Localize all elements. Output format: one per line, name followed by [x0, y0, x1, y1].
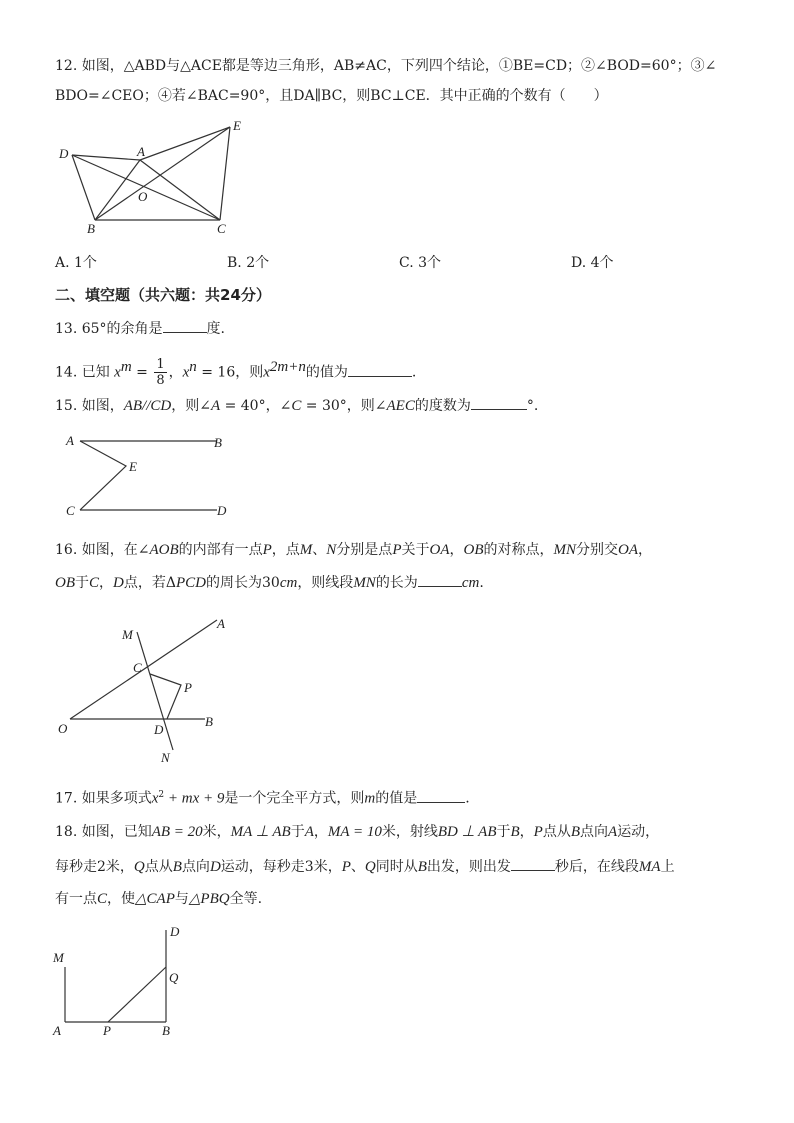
q18-l2a: 每秒走2米， — [55, 859, 134, 875]
q16-oa2: OA — [617, 542, 638, 558]
q17-suffix: 的值是 — [375, 790, 418, 807]
q15-c: C — [291, 398, 302, 414]
q16-mn2: MN — [353, 575, 376, 591]
label-d: D — [59, 146, 69, 161]
q16-p2: P — [392, 542, 402, 558]
q18-q: Q — [133, 859, 145, 875]
q16-l2d: 的周长为 — [205, 575, 262, 591]
q18-b3: B — [172, 859, 182, 875]
q14-fraction — [154, 357, 166, 388]
q16-aob: AOB — [149, 542, 179, 558]
q16-l1d: 、 — [312, 542, 327, 558]
q18-line-1 — [55, 822, 659, 842]
q14-prefix: 14. 已知 — [55, 364, 110, 381]
q12-option-b[interactable]: B. 2个 — [227, 255, 270, 271]
q18-l2e: 、 — [350, 859, 365, 875]
q14-frac-den: 8 — [156, 373, 165, 389]
q15-aec: AEC — [386, 398, 415, 414]
q15-suffix: 的度数为 — [414, 398, 471, 414]
label-m: M — [122, 627, 133, 642]
q18-l1h: 点从 — [542, 824, 571, 840]
label-p: P — [103, 1023, 111, 1038]
label-a: A — [137, 144, 145, 159]
q16-d: D — [113, 575, 124, 591]
label-d: D — [154, 722, 164, 737]
q16-l1i: 分别交 — [575, 542, 618, 558]
q18-l1b: 米， — [202, 824, 231, 840]
segment-ba — [95, 160, 140, 220]
label-c: C — [66, 503, 75, 518]
q14-eq: = — [131, 364, 153, 381]
label-b: B — [87, 221, 95, 236]
q16-line-1 — [55, 540, 652, 560]
q17-m: m — [364, 790, 376, 807]
q16-p: P — [262, 542, 272, 558]
q15-prefix: 15. 如图， — [55, 398, 124, 414]
q15-end: °. — [526, 398, 539, 414]
label-d: D — [217, 503, 227, 518]
q14-exp-m: m — [120, 359, 132, 375]
q16-l2e: ，则线段 — [297, 575, 354, 591]
q16-n: N — [326, 542, 337, 558]
segment-db — [72, 155, 95, 220]
q17-prefix: 17. 如果多项式 — [55, 790, 152, 807]
q16-mn: MN — [553, 542, 576, 558]
label-a: A — [53, 1023, 61, 1038]
q18-maab: MA ⊥ AB — [230, 824, 291, 840]
q16-end: . — [479, 575, 484, 591]
label-b: B — [205, 714, 213, 729]
q14-end: . — [411, 364, 417, 381]
segment-pq — [108, 967, 166, 1022]
q16-l1b: 的内部有一点 — [178, 542, 263, 558]
label-c: C — [217, 221, 226, 236]
q18-l2b: 点从 — [144, 859, 173, 875]
q12-figure — [55, 115, 265, 240]
q14-exp-n: n — [189, 359, 197, 375]
q16-l2a: 于 — [75, 575, 89, 591]
q16-l1h: 的对称点， — [483, 542, 554, 558]
q18-l1f: 于 — [496, 824, 511, 840]
q18-l1a: 18. 如图，已知 — [55, 824, 152, 840]
q18-answer-blank[interactable] — [511, 856, 555, 871]
q16-cm2: cm — [461, 575, 480, 591]
ray-oa — [70, 620, 217, 719]
q16-answer-blank[interactable] — [418, 572, 462, 587]
q17-line — [55, 785, 470, 809]
q16-c: C — [89, 575, 100, 591]
q16-l2b: ， — [99, 575, 114, 591]
q18-ma10: MA = 10 — [327, 824, 382, 840]
q14-comma: ， — [168, 364, 183, 381]
q18-p: P — [533, 824, 543, 840]
q13-line — [55, 318, 225, 339]
segment-ae — [140, 127, 230, 160]
q18-line-2 — [55, 856, 675, 877]
q18-cap: △CAP — [135, 891, 175, 907]
q18-l1i: 点向 — [580, 824, 609, 840]
q16-cm: cm — [279, 575, 298, 591]
segment-ec — [220, 127, 230, 220]
q15-mid2: = 40°，∠ — [220, 398, 292, 414]
q16-l2c: 点，若Δ — [123, 575, 176, 591]
q16-l2f: 的长为 — [375, 575, 418, 591]
q18-l1j: 运动， — [617, 824, 660, 840]
q17-end: . — [465, 790, 470, 807]
label-b: B — [214, 435, 222, 450]
q16-figure — [55, 612, 245, 767]
q18-l2h: 秒后，在线段 — [554, 859, 639, 875]
label-n: N — [161, 750, 170, 765]
q17-answer-blank[interactable] — [417, 788, 465, 803]
q14-val16: = 16 — [196, 364, 236, 381]
q18-l3d: 全等. — [229, 891, 263, 907]
label-e: E — [129, 459, 137, 474]
q12-option-d[interactable]: D. 4个 — [571, 255, 614, 271]
q18-l2i: 上 — [660, 859, 675, 875]
q14-line — [55, 352, 416, 388]
q13-after: 度. — [206, 321, 225, 337]
q16-ob2: OB — [55, 575, 75, 591]
q18-l1d: ， — [313, 824, 328, 840]
q16-line-2 — [55, 572, 484, 593]
q17-mid: 是一个完全平方式，则 — [224, 790, 365, 807]
segment-cpd — [150, 674, 181, 719]
q14-frac-num: 1 — [156, 357, 165, 373]
q13-answer-blank[interactable] — [163, 318, 207, 333]
label-a: A — [66, 433, 74, 448]
q14-x: x — [114, 364, 121, 381]
label-m: M — [53, 950, 64, 965]
q16-l1j: ， — [637, 542, 652, 558]
q18-bdab: BD ⊥ AB — [437, 824, 497, 840]
label-c: C — [133, 660, 142, 675]
q14-exp-2mn: 2m+n — [269, 359, 306, 375]
q18-q2: Q — [364, 859, 376, 875]
label-p: P — [184, 680, 192, 695]
q15-a: A — [210, 398, 221, 414]
q16-30: 30 — [261, 575, 280, 591]
q13-text: 13. 65°的余角是 — [55, 321, 163, 337]
q14-mid: ，则 — [235, 364, 264, 381]
q18-l3a: 有一点 — [55, 891, 97, 907]
q16-l1a: 16. 如图，在∠ — [55, 542, 150, 558]
q18-l2d: 运动，每秒走3米， — [220, 859, 342, 875]
q12-option-c[interactable]: C. 3个 — [399, 255, 442, 271]
label-q: Q — [169, 970, 179, 985]
q18-p2: P — [341, 859, 351, 875]
q16-l1e: 分别是点 — [336, 542, 393, 558]
q15-line — [55, 395, 538, 416]
q18-a: A — [304, 824, 314, 840]
label-e: E — [233, 118, 241, 133]
q18-b2: B — [570, 824, 581, 840]
q14-x3: x — [263, 364, 270, 381]
q18-l2f: 同时从 — [375, 859, 418, 875]
q14-answer-blank[interactable] — [348, 362, 412, 377]
q18-pbq: △PBQ — [188, 891, 230, 907]
q15-ab-cd: AB//CD — [123, 398, 172, 414]
q15-figure — [60, 428, 250, 523]
q18-a2: A — [608, 824, 618, 840]
section-title: 二、填空题（共六题：共24分） — [55, 286, 271, 304]
q12-option-a[interactable]: A. 1个 — [55, 255, 97, 271]
q18-b4: B — [417, 859, 427, 875]
q18-l2g: 出发，则出发 — [426, 859, 511, 875]
q12-line-1: 12. 如图，△ABD与△ACE都是等边三角形，AB≠AC，下列四个结论，①BE=CD；②∠BOD=60°；③∠ — [55, 58, 717, 74]
q16-oa: OA — [429, 542, 450, 558]
q16-l1c: ，点 — [271, 542, 300, 558]
q15-mid1: ，则∠ — [171, 398, 211, 414]
q18-figure — [50, 922, 200, 1042]
q18-l1e: 米，射线 — [381, 824, 438, 840]
q16-ob: OB — [463, 542, 484, 558]
q18-l2c: 点向 — [181, 859, 210, 875]
q16-l1f: 关于 — [401, 542, 430, 558]
q14-x2: x — [182, 364, 190, 381]
label-a: A — [217, 616, 225, 631]
q15-mid3: = 30°，则∠ — [301, 398, 387, 414]
q16-m: M — [299, 542, 313, 558]
q18-d: D — [209, 859, 221, 875]
q18-b: B — [510, 824, 520, 840]
label-d: D — [170, 924, 180, 939]
q18-ab20: AB = 20 — [151, 824, 203, 840]
segment-aec — [80, 441, 126, 510]
q15-answer-blank[interactable] — [471, 395, 527, 410]
q14-suffix: 的值为 — [305, 364, 348, 381]
q18-line-3 — [55, 889, 262, 909]
label-b: B — [162, 1023, 170, 1038]
q18-l1g: ， — [519, 824, 534, 840]
q12-line-2: BDO=∠CEO；④若∠BAC=90°，且DA∥BC，则BC⊥CE．其中正确的个数有（ ） — [55, 88, 608, 104]
q17-rest: + mx + 9 — [164, 790, 225, 807]
q16-l1g: ， — [449, 542, 464, 558]
q17-sq: 2 — [158, 790, 165, 800]
q18-l3b: ，使 — [107, 891, 136, 907]
q18-l3c: 与 — [174, 891, 189, 907]
q18-l1c: 于 — [290, 824, 305, 840]
q18-ma: MA — [638, 859, 661, 875]
label-o: O — [58, 721, 68, 736]
label-o: O — [138, 189, 148, 204]
q17-x: x — [151, 790, 159, 807]
q18-c: C — [97, 891, 108, 907]
q16-pcd: PCD — [175, 575, 206, 591]
